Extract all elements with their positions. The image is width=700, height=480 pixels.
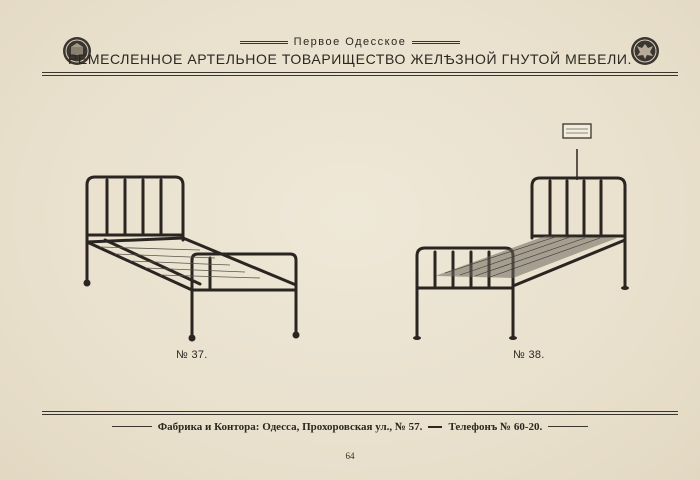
address-text: Одесса, Прохоровская ул., № 57. [262, 421, 423, 433]
page-title: РЕМЕСЛЕННОЕ АРТЕЛЬНОЕ ТОВАРИЩЕСТВО ЖЕЛѢЗНОЙ ГНУТОЙ МЕБЕЛИ. [67, 51, 633, 67]
item-37-caption: № 37. [176, 349, 208, 361]
phone-text: Телефонъ № 60-20. [448, 421, 543, 433]
bed-38-illustration [395, 118, 655, 350]
header-divider [42, 72, 678, 76]
bed-37-illustration [60, 150, 320, 350]
sign-plate [563, 124, 591, 138]
header-subtitle: Первое Одесское [0, 36, 700, 48]
address-label: Фабрика и Контора: [157, 421, 260, 433]
footer-address [0, 421, 700, 433]
item-38-caption: № 38. [513, 349, 545, 361]
double-eagle-emblem-icon [630, 36, 660, 66]
page-number: 64 [345, 451, 355, 461]
footer-divider [42, 411, 678, 415]
